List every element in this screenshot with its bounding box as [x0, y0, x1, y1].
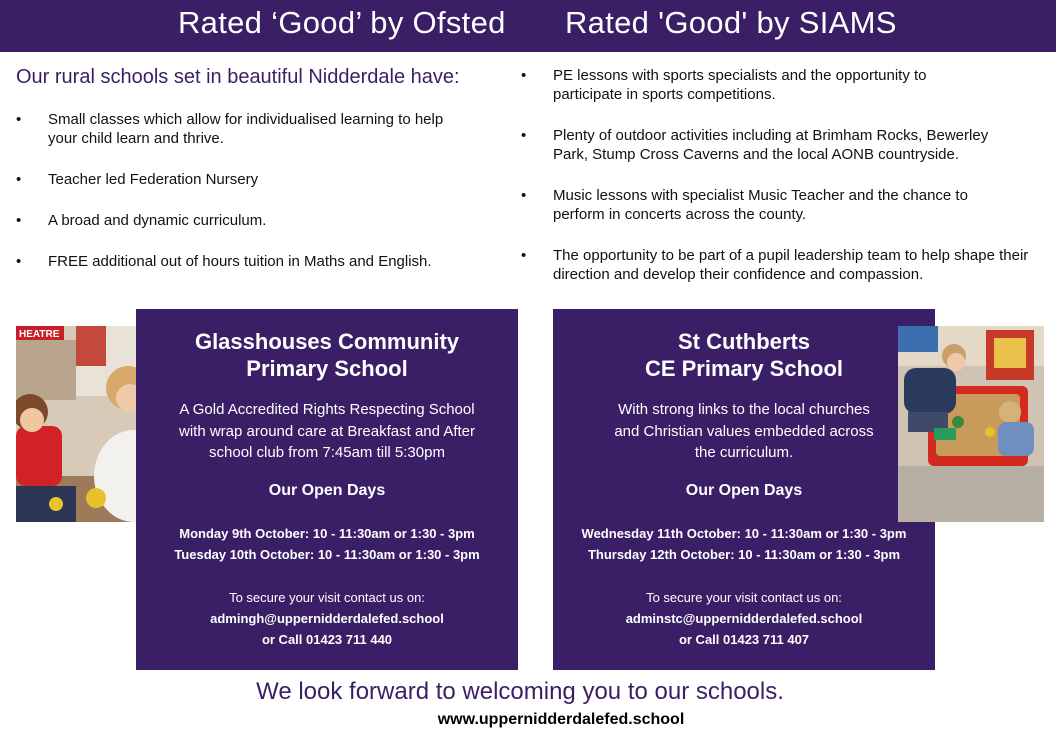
open-days-heading: Our Open Days [268, 481, 386, 499]
siams-rating: Rated 'Good' by SIAMS [565, 5, 897, 40]
list-item: • A broad and dynamic curriculum. [16, 211, 486, 230]
school-card-st-cuthberts [553, 309, 935, 670]
list-item: • Small classes which allow for individualised learning to help your child learn and thrive. [16, 110, 456, 148]
left-benefits-list [16, 110, 486, 293]
phone-number: or Call 01423 711 407 [678, 631, 810, 647]
website-link[interactable]: www.uppernidderdalefed.school [437, 711, 685, 728]
open-days-dates: Wednesday 11th October: 10 - 11:30am or 1:30 - 3pm Thursday 12th October: 10 - 11:30am or 1:30 - 3pm [581, 525, 907, 562]
contact-info: To secure your visit contact us on: adminstc@uppernidderdalefed.school or Call 01423 711 407 [553, 587, 935, 650]
school-name: Glasshouses Community Primary School [194, 329, 460, 381]
school-name: St Cuthberts CE Primary School [644, 329, 844, 381]
contact-info: To secure your visit contact us on: admingh@uppernidderdalefed.school or Call 01423 711 440 [136, 587, 518, 650]
ofsted-rating: Rated ‘Good’ by Ofsted [178, 5, 506, 40]
list-item: • The opportunity to be part of a pupil leadership team to help shape their direction and develop their confidence and compassion. [521, 246, 1031, 284]
right-benefits-list [521, 66, 1041, 306]
list-item: • FREE additional out of hours tuition in Maths and English. [16, 252, 486, 271]
school-description: With strong links to the local churches and Christian values embedded across the curriculum. [614, 401, 874, 461]
header-banner [0, 0, 1056, 52]
phone-number: or Call 01423 711 440 [261, 631, 393, 647]
list-item: • PE lessons with sports specialists and the opportunity to participate in sports competitions. [521, 66, 991, 104]
email-link[interactable]: admingh@uppernidderdalefed.school [210, 610, 444, 626]
list-item: • Teacher led Federation Nursery [16, 170, 486, 189]
email-link[interactable]: adminstc@uppernidderdalefed.school [625, 610, 863, 626]
open-days-heading: Our Open Days [685, 481, 803, 499]
closing-message: We look forward to welcoming you to our schools. [256, 678, 784, 705]
school-description: A Gold Accredited Rights Respecting School with wrap around care at Breakfast and After school club from 7:45am till 5:30pm [179, 401, 475, 461]
theatre-sign: HEATRE [19, 329, 60, 340]
list-item: • Plenty of outdoor activities including at Brimham Rocks, Bewerley Park, Stump Cross Caverns and the local AONB countryside. [521, 126, 1026, 164]
school-card-glasshouses [136, 309, 518, 670]
list-item: • Music lessons with specialist Music Teacher and the chance to perform in concerts across the county. [521, 186, 991, 224]
intro-heading: Our rural schools set in beautiful Nidderdale have: [16, 66, 460, 88]
open-days-dates: Monday 9th October: 10 - 11:30am or 1:30 - 3pm Tuesday 10th October: 10 - 11:30am or 1:30 - 3pm [174, 525, 480, 562]
classroom-photo-right [898, 326, 1044, 522]
